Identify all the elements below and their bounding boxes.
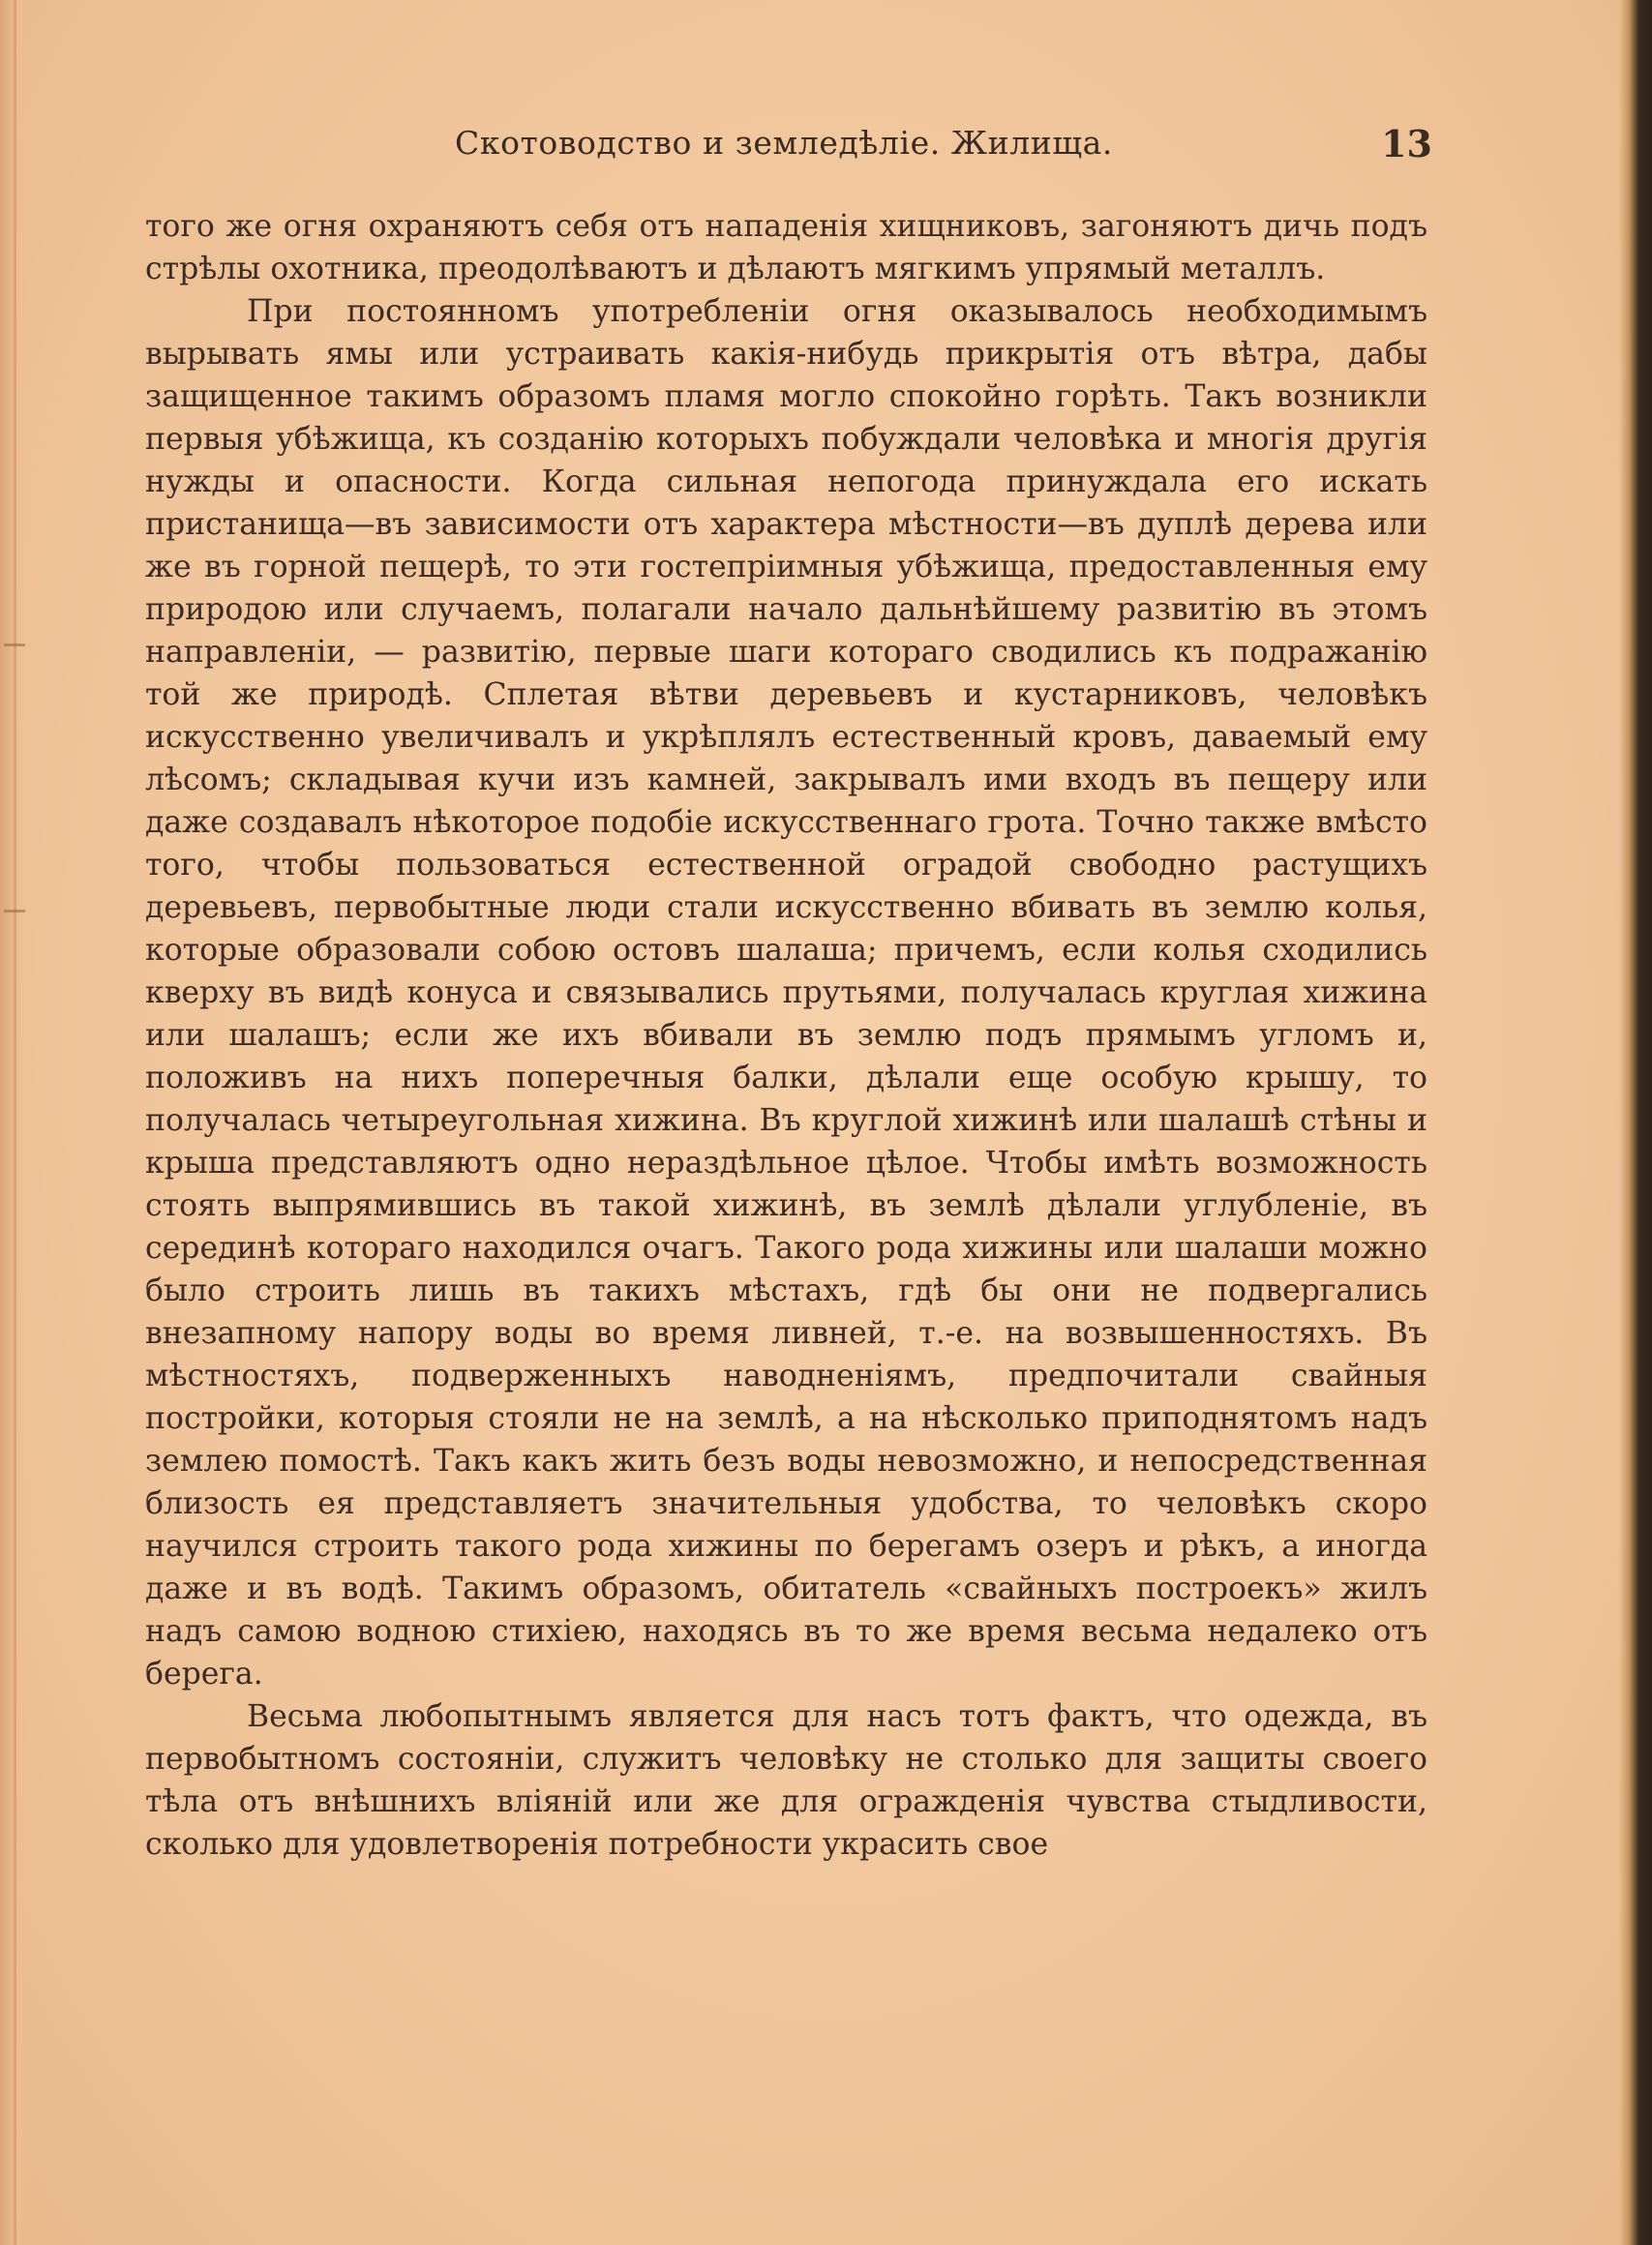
margin-mark (4, 644, 25, 646)
margin-mark (4, 910, 25, 913)
body-text (145, 205, 1427, 1866)
page-right-edge-shadow (1619, 0, 1652, 2245)
page-left-edge-shadow (0, 0, 25, 2245)
page-number: 13 (1381, 122, 1432, 165)
paragraph: При постоянномъ употребленіи огня оказывалось необходимымъ вырывать ямы или устраивать какія-нибудь прикрытія отъ вѣтра, дабы защищенное такимъ образомъ пламя могло спокойно горѣть. Такъ возникли первыя убѣжища, къ созданію которыхъ побуждали человѣка и многія другія нужды и опасности. Когда сильная непогода принуждала его искать пристанища—въ зависимости отъ характера мѣстности—въ дуплѣ дерева или же въ горной пещерѣ, то эти гостепріимныя убѣжища, предоставленныя ему природою или случаемъ, полагали начало дальнѣйшему развитію въ этомъ направленіи, — развитію, первые шаги котораго сводились къ подражанію той же природѣ. Сплетая вѣтви деревьевъ и кустарниковъ, человѣкъ искусственно увеличивалъ и укрѣплялъ естественный кровъ, даваемый ему лѣсомъ; складывая кучи изъ камней, закрывалъ ими входъ въ пещеру или даже создавалъ нѣкоторое подобіе искусственнаго грота. Точно также вмѣсто того, чтобы пользоваться естественной оградой свободно растущихъ деревьевъ, первобытные люди стали искусственно вбивать въ землю колья, которые образовали собою остовъ шалаша; причемъ, если колья сходились кверху въ видѣ конуса и связывались прутьями, получалась круглая хижина или шалашъ; если же ихъ вбивали въ землю подъ прямымъ угломъ и, положивъ на нихъ поперечныя балки, дѣлали еще особую крышу, то получалась четыреугольная хижина. Въ круглой хижинѣ или шалашѣ стѣны и крыша представляютъ одно нераздѣльное цѣлое. Чтобы имѣть возможность стоять выпрямившись въ такой хижинѣ, въ землѣ дѣлали углубленіе, въ серединѣ котораго находился очагъ. Такого рода хижины или шалаши можно было строить лишь въ такихъ мѣстахъ, гдѣ бы они не подвергались внезапному напору воды во время ливней, т.-е. на возвышенностяхъ. Въ мѣстностяхъ, подверженныхъ наводненіямъ, предпочитали свайныя постройки, которыя стояли не на землѣ, а на нѣсколько приподнятомъ надъ землею помостѣ. Такъ какъ жить безъ воды невозможно, и непосредственная близость ея представляетъ значительныя удобства, то человѣкъ скоро научился строить такого рода хижины по берегамъ озеръ и рѣкъ, а иногда даже и въ водѣ. Такимъ образомъ, обитатель «свайныхъ построекъ» жилъ надъ самою водною стихіею, находясь въ то же время весьма недалеко отъ берега. (145, 294, 1427, 1691)
paragraph: Весьма любопытнымъ является для насъ тотъ фактъ, что одежда, въ первобытномъ состояніи, служитъ человѣку не столько для защиты своего тѣла отъ внѣшнихъ вліяній или же для огражденія чувства стыдливости, сколько для удовлетворенія потребности украсить свое (145, 1699, 1427, 1862)
page-left-crease (14, 0, 16, 2245)
running-title: Скотоводство и земледѣліе. Жилища. (455, 124, 1113, 162)
page-header (145, 124, 1432, 182)
paragraph: того же огня охраняютъ себя отъ нападенія хищниковъ, загоняютъ дичь подъ стрѣлы охотника, преодолѣваютъ и дѣлаютъ мягкимъ упрямый металлъ. (145, 209, 1427, 286)
